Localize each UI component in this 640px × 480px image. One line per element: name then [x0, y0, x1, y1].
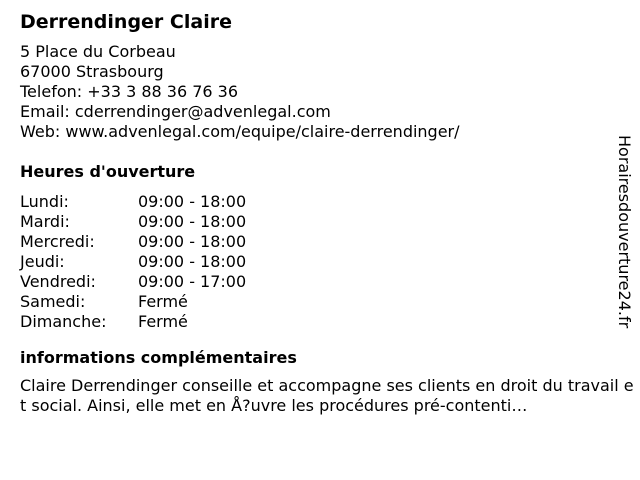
day-label: Dimanche: — [20, 312, 107, 331]
day-label: Vendredi: — [20, 272, 96, 291]
additional-info-text: Claire Derrendinger conseille et accompagne ses clients en droit du travail et social. Ainsi, elle met en Å?uvre les procédures pré-contenti… — [20, 376, 634, 415]
day-label: Samedi: — [20, 292, 86, 311]
hours-row-samedi — [20, 292, 620, 312]
hours-value: 09:00 - 18:00 — [138, 232, 247, 251]
hours-row-mercredi — [20, 232, 620, 252]
contact-block — [20, 42, 620, 142]
opening-hours-table — [20, 192, 620, 332]
hours-value: Fermé — [138, 312, 188, 331]
site-watermark: Horairesdouverture24.fr — [615, 135, 634, 329]
day-label: Lundi: — [20, 192, 69, 211]
phone-line: Telefon: +33 3 88 36 76 36 — [20, 82, 239, 101]
hours-value: 09:00 - 18:00 — [138, 212, 247, 231]
hours-row-mardi — [20, 212, 620, 232]
email-line: Email: cderrendinger@advenlegal.com — [20, 102, 331, 121]
day-label: Mercredi: — [20, 232, 95, 251]
hours-value: 09:00 - 18:00 — [138, 192, 247, 211]
hours-value: 09:00 - 17:00 — [138, 272, 247, 291]
day-label: Mardi: — [20, 212, 70, 231]
hours-row-jeudi — [20, 252, 620, 272]
opening-hours-heading: Heures d'ouverture — [20, 162, 196, 181]
address-street: 5 Place du Corbeau — [20, 42, 176, 61]
hours-row-lundi — [20, 192, 620, 212]
website-line: Web: www.advenlegal.com/equipe/claire-derrendinger/ — [20, 122, 460, 141]
hours-value: 09:00 - 18:00 — [138, 252, 247, 271]
hours-value: Fermé — [138, 292, 188, 311]
additional-info-heading: informations complémentaires — [20, 348, 297, 367]
hours-row-vendredi — [20, 272, 620, 292]
business-name: Derrendinger Claire — [20, 11, 232, 33]
day-label: Jeudi: — [20, 252, 65, 271]
hours-row-dimanche — [20, 312, 620, 332]
address-city: 67000 Strasbourg — [20, 62, 164, 81]
